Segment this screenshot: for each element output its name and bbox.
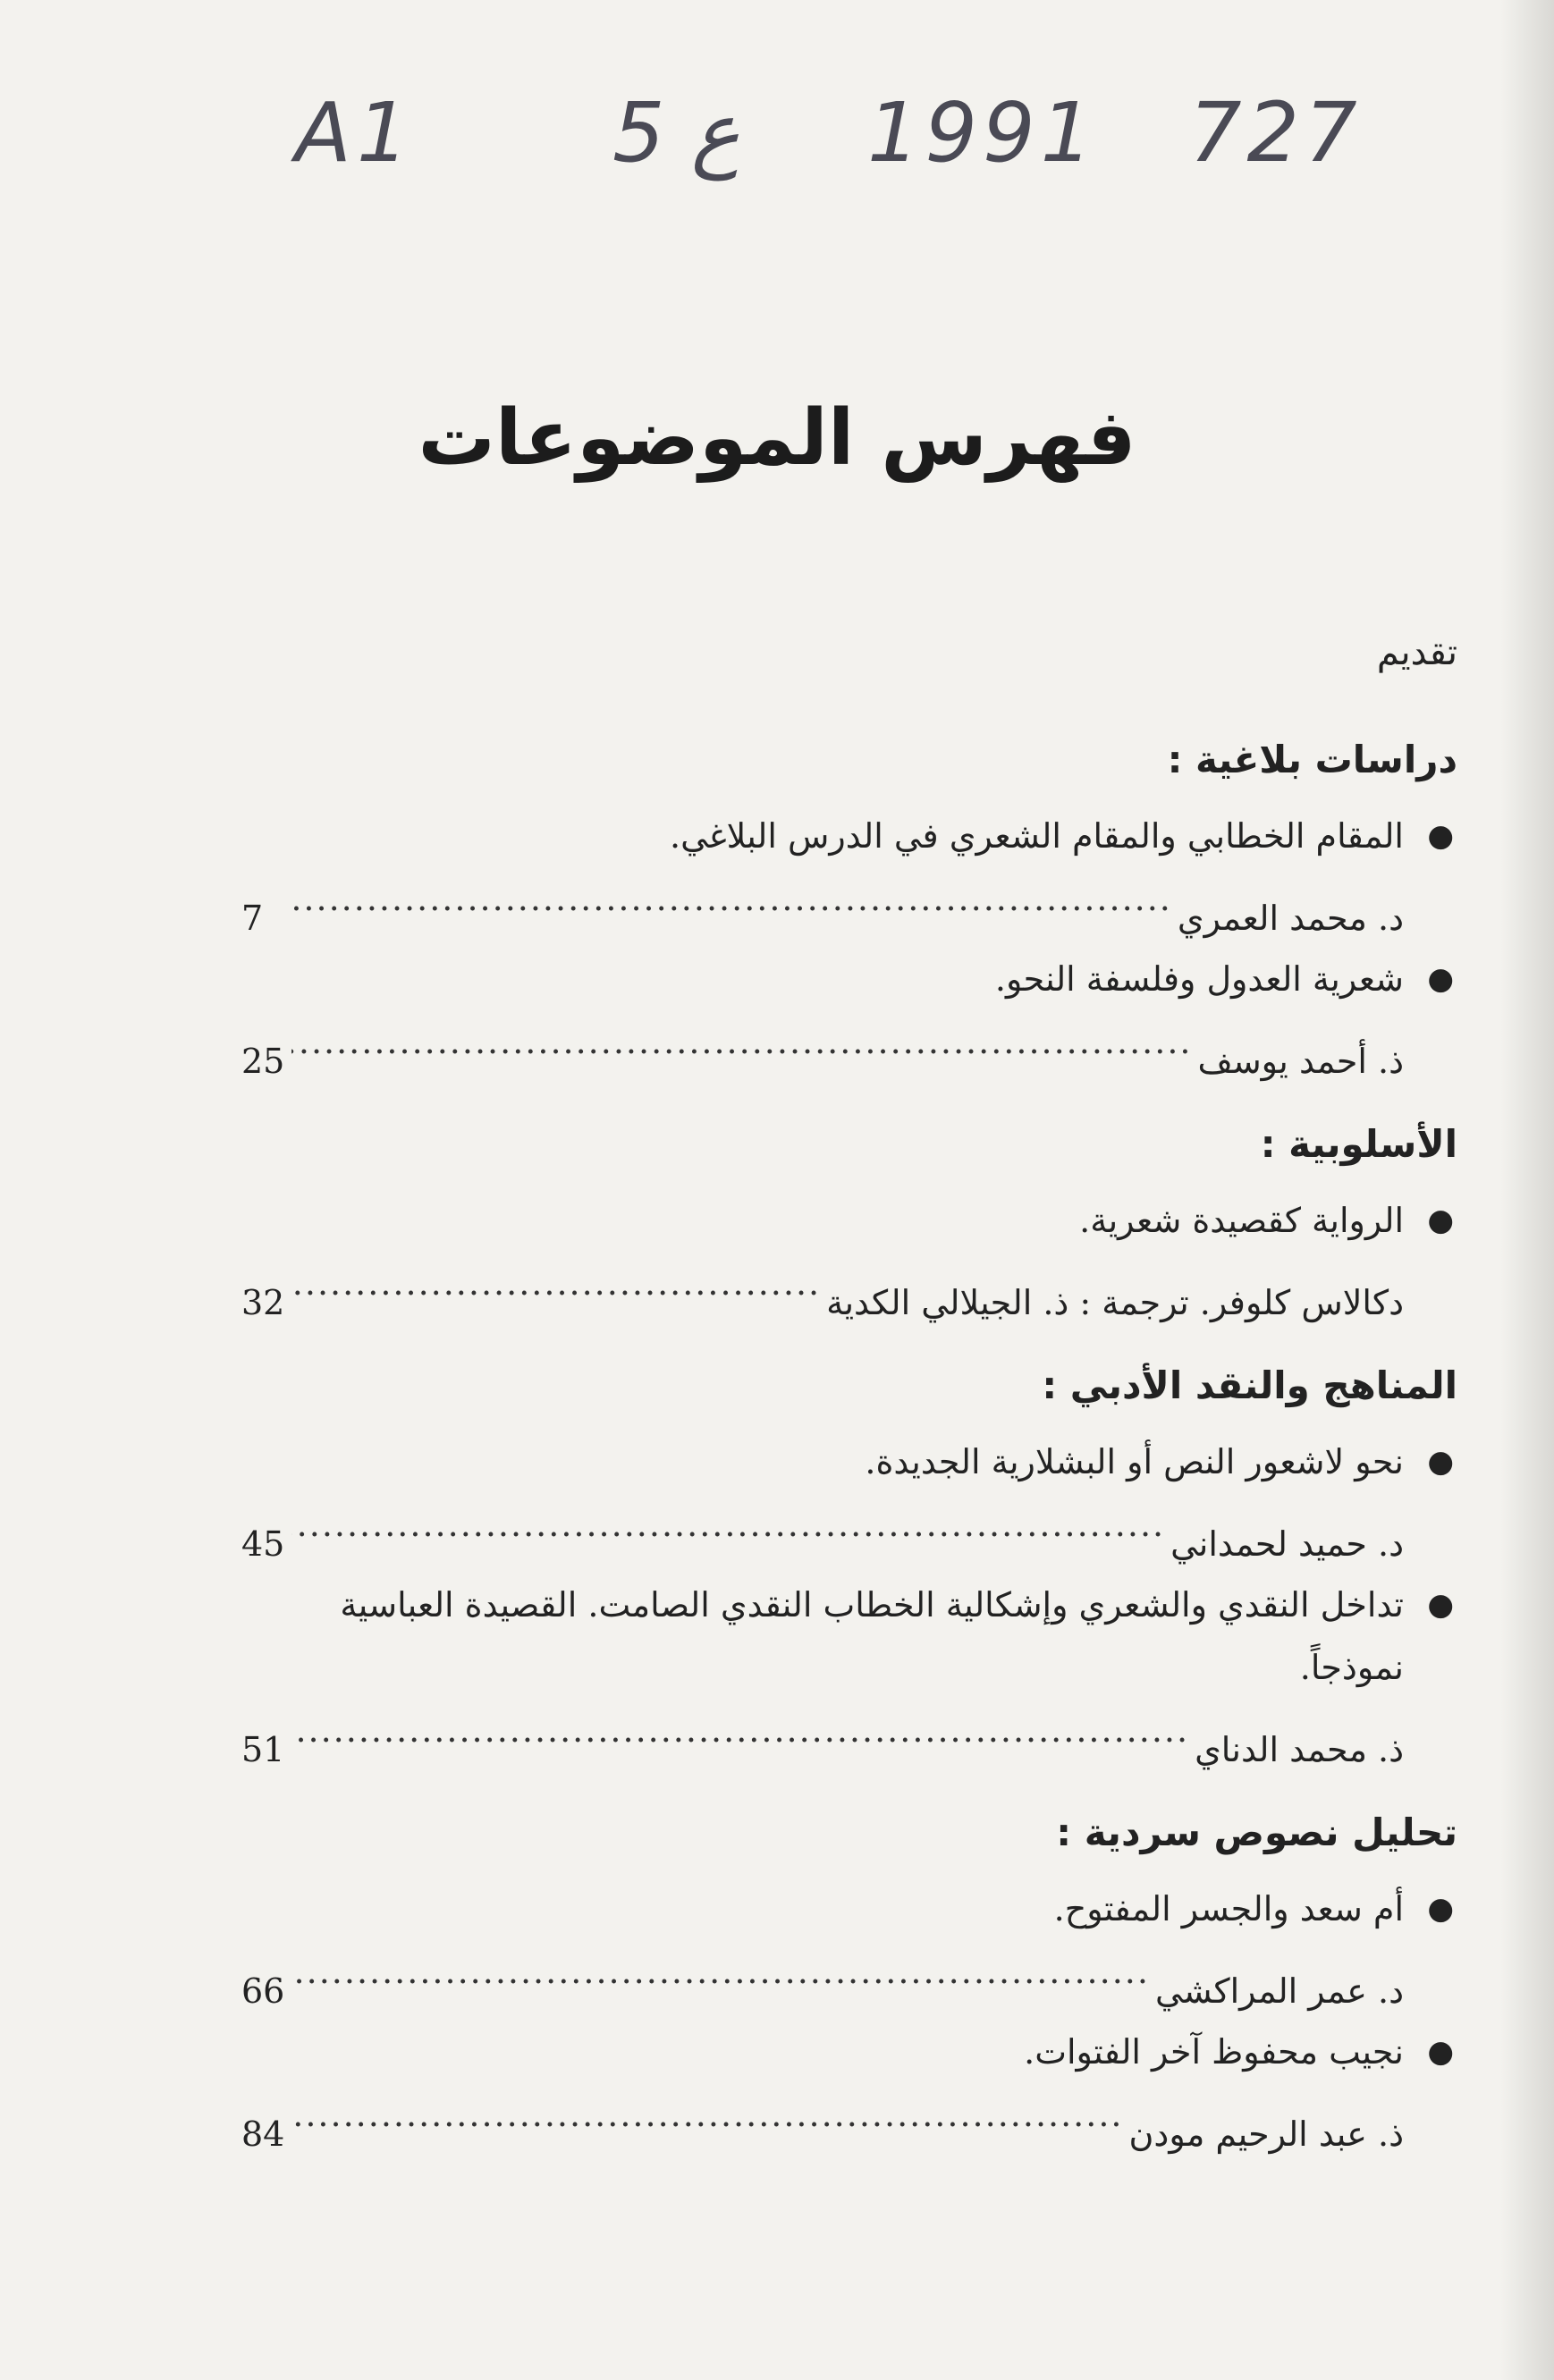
handwritten-note (295, 85, 1395, 192)
dot-leader (291, 867, 1172, 930)
entry-title-text: تداخل النقدي والشعري وإشكالية الخطاب النقدي الصامت. القصيدة العباسية نموذجاً. (340, 1585, 1404, 1687)
entry-title (241, 1574, 1457, 1699)
toc-entry (241, 2021, 1457, 2154)
table-of-contents (241, 626, 1457, 2190)
entry-author-line (241, 1493, 1457, 1564)
dot-leader (291, 1940, 1150, 2003)
entry-title-text: نجيب محفوظ آخر الفتوات. (1024, 2032, 1404, 2072)
entry-author: د. محمد العمري (1177, 899, 1404, 938)
toc-section (241, 1806, 1457, 2154)
entry-author: ذ. محمد الدناي (1195, 1730, 1404, 1769)
section-heading: دراسات بلاغية : (1167, 738, 1457, 781)
bullet-icon: ● (1427, 1203, 1454, 1238)
entry-page-number: 45 (241, 1524, 285, 1564)
entry-author: د. عمر المراكشي (1154, 1971, 1404, 2011)
entry-author-line (241, 1010, 1457, 1081)
page-title: فهرس الموضوعات (418, 393, 1136, 483)
entry-title-text: الرواية كقصيدة شعرية. (1079, 1201, 1404, 1240)
toc-entry (241, 805, 1457, 938)
entry-title (241, 805, 1457, 867)
entry-page-number: 84 (241, 2114, 285, 2154)
handwritten-part: A1 (295, 85, 415, 181)
entry-author: ذ. عبد الرحيم مودن (1128, 2114, 1404, 2154)
bullet-icon: ● (1427, 1444, 1454, 1480)
handwritten-part: 5 ع (612, 85, 740, 181)
entry-title (241, 1189, 1457, 1252)
entry-title (241, 2021, 1457, 2083)
toc-entry (241, 948, 1457, 1081)
entry-page-number: 51 (241, 1730, 285, 1769)
entry-author-line (241, 1940, 1457, 2011)
toc-entry (241, 1574, 1457, 1769)
entry-title (241, 1878, 1457, 1940)
bullet-icon: ● (1427, 961, 1454, 997)
toc-entry (241, 1431, 1457, 1564)
toc-section (241, 1359, 1457, 1769)
section-heading: تحليل نصوص سردية : (1056, 1810, 1457, 1854)
entry-page-number: 25 (241, 1042, 285, 1081)
bullet-icon: ● (1427, 1891, 1454, 1927)
page-edge-shadow (1500, 0, 1554, 2380)
section-heading: المناهج والنقد الأدبي : (1042, 1363, 1457, 1407)
bullet-icon: ● (1427, 1587, 1454, 1623)
entry-author-line (241, 2083, 1457, 2154)
handwritten-part: 727 (1189, 85, 1363, 181)
toc-entry (241, 1189, 1457, 1322)
entry-author-line (241, 1252, 1457, 1322)
entry-title (241, 948, 1457, 1010)
entry-page-number: 32 (241, 1283, 285, 1322)
toc-section (241, 733, 1457, 1081)
entry-title-text: شعرية العدول وفلسفة النحو. (994, 959, 1404, 999)
entry-title-text: أم سعد والجسر المفتوح. (1053, 1889, 1404, 1928)
entry-author: ذ. أحمد يوسف (1197, 1042, 1404, 1081)
entry-author: د. حميد لحمداني (1170, 1524, 1404, 1564)
dot-leader (291, 1699, 1189, 1761)
entry-title-text: المقام الخطابي والمقام الشعري في الدرس البلاغي. (670, 816, 1404, 856)
entry-title-text: نحو لاشعور النص أو البشلارية الجديدة. (865, 1442, 1404, 1481)
toc-section (241, 1118, 1457, 1322)
bullet-icon: ● (1427, 2034, 1454, 2070)
toc-entry (241, 1878, 1457, 2011)
entry-author: دكالاس كلوفر. ترجمة : ذ. الجيلالي الكدية (826, 1283, 1404, 1322)
dot-leader (291, 1252, 821, 1314)
dot-leader (291, 1010, 1192, 1073)
entry-author-line (241, 1699, 1457, 1769)
entry-title (241, 1431, 1457, 1493)
dot-leader (291, 2083, 1124, 2146)
intro-heading: تقديم (1376, 632, 1457, 673)
section-heading: الأسلوبية : (1260, 1122, 1457, 1166)
bullet-icon: ● (1427, 818, 1454, 854)
handwritten-part: 1991 (867, 85, 1099, 181)
entry-page-number: 7 (241, 899, 264, 938)
dot-leader (291, 1493, 1165, 1556)
entry-author-line (241, 867, 1457, 938)
entry-page-number: 66 (241, 1971, 285, 2011)
